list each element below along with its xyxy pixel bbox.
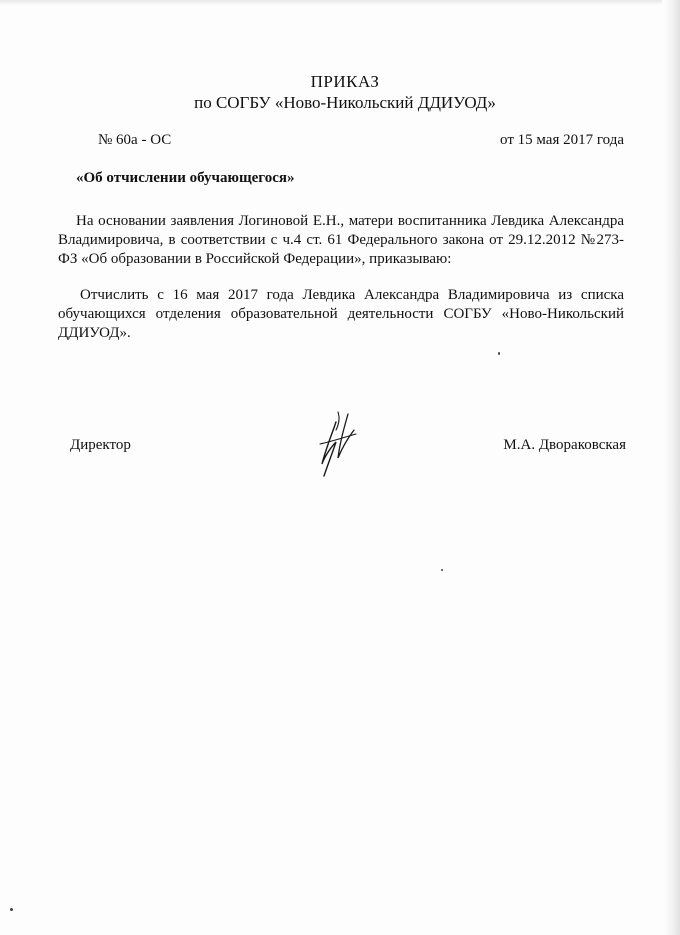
organization-line: по СОГБУ «Ново-Никольский ДДИУОД» bbox=[194, 93, 496, 112]
document-title: ПРИКАЗ bbox=[310, 72, 380, 91]
handwritten-signature-icon bbox=[314, 408, 362, 480]
body-paragraph-basis: На основании заявления Логиновой Е.Н., матери воспитанника Левдика Александра Владимировича, в соответствии с ч.4 ст. 61 Федерального закона от 29.12.2012 №273-ФЗ «Об образовании в Российской Федерации», приказываю: bbox=[58, 213, 624, 267]
signer-name: М.А. Двораковская bbox=[503, 437, 626, 453]
order-date: от 15 мая 2017 года bbox=[500, 132, 624, 148]
scan-speck bbox=[498, 352, 500, 355]
order-subject: «Об отчислении обучающегося» bbox=[76, 170, 295, 186]
scan-speck bbox=[10, 908, 13, 911]
scan-right-edge bbox=[662, 0, 680, 935]
signer-position: Директор bbox=[70, 437, 131, 453]
body-paragraph-order: Отчислить с 16 мая 2017 года Левдика Александра Владимировича из списка обучающихся отделения образовательной деятельности СОГБУ «Ново-Никольский ДДИУОД». bbox=[58, 287, 624, 341]
order-number: № 60а - ОС bbox=[98, 132, 172, 148]
scan-speck bbox=[441, 569, 443, 571]
scan-top-edge bbox=[0, 0, 680, 6]
